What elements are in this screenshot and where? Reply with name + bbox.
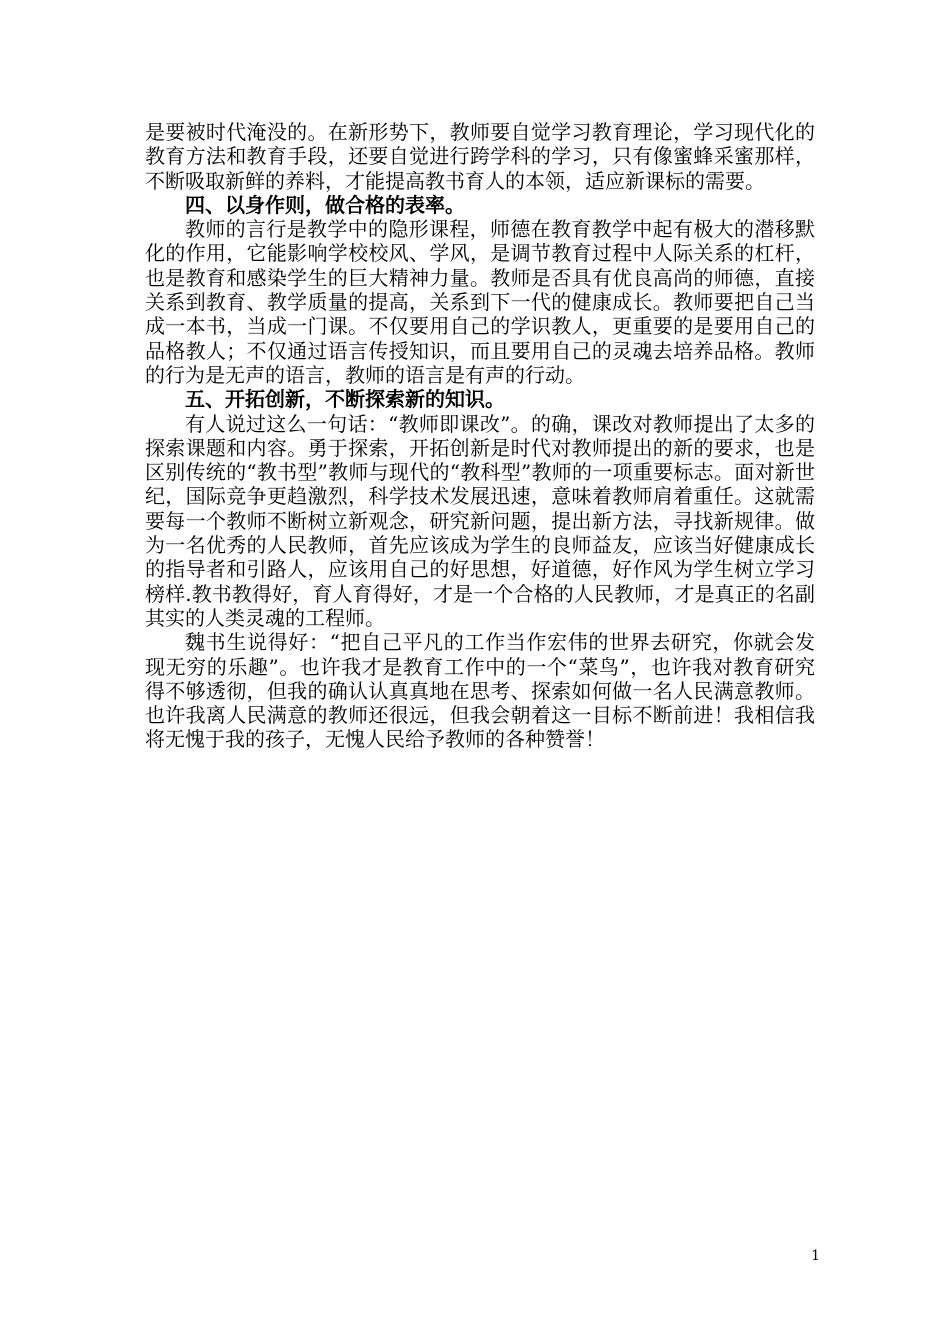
paragraph-conclusion: 魏书生说得好：“把自己平凡的工作当作宏伟的世界去研究，你就会发现无穷的乐趣”。也许我才是教育工作中的一个“菜鸟”，也许我对教育研究得不够透彻，但我的确认认真真地在思考、探索如何做一名人民满意教师。也许我离人民满意的教师还很远，但我会朝着这一目标不断前进！我相信我将无愧于我的孩子，无愧人民给予教师的各种赞誉！ (145, 630, 815, 752)
document-body (145, 120, 815, 752)
page-number: 1 (811, 1248, 820, 1264)
paragraph-continued: 是要被时代淹没的。在新形势下，教师要自觉学习教育理论，学习现代化的教育方法和教育手段，还要自觉进行跨学科的学习，只有像蜜蜂采蜜那样，不断吸取新鲜的养料，才能提高教书育人的本领，适应新课标的需要。 (145, 120, 815, 193)
paragraph-teacher-ethics: 教师的言行是教学中的隐形课程，师德在教育教学中起有极大的潜移默化的作用，它能影响学校校风、学风，是调节教育过程中人际关系的杠杆，也是教育和感染学生的巨大精神力量。教师是否具有优良高尚的师德，直接关系到教育、教学质量的提高，关系到下一代的健康成长。教师要把自己当成一本书，当成一门课。不仅要用自己的学识教人，更重要的是要用自己的品格教人；不仅通过语言传授知识，而且要用自己的灵魂去培养品格。教师的行为是无声的语言，教师的语言是有声的行动。 (145, 217, 815, 387)
section-heading-four: 四、以身作则，做合格的表率。 (185, 192, 465, 217)
paragraph-innovation: 有人说过这么一句话：“教师即课改”。的确，课改对教师提出了太多的探索课题和内容。勇于探索，开拓创新是时代对教师提出的新的要求，也是区别传统的“教书型”教师与现代的“教科型”教师的一项重要标志。面对新世纪，国际竞争更趋激烈，科学技术发展迅速，意味着教师肩着重任。这就需要每一个教师不断树立新观念，研究新问题，提出新方法，寻找新规律。做为一名优秀的人民教师，首先应该成为学生的良师益友，应该当好健康成长的指导者和引路人，应该用自己的好思想，好道德，好作风为学生树立学习榜样.教书教得好，育人育得好，才是一个合格的人民教师，才是真正的名副其实的人类灵魂的工程师。 (145, 411, 815, 630)
section-heading-five: 五、开拓创新，不断探索新的知识。 (185, 387, 505, 412)
